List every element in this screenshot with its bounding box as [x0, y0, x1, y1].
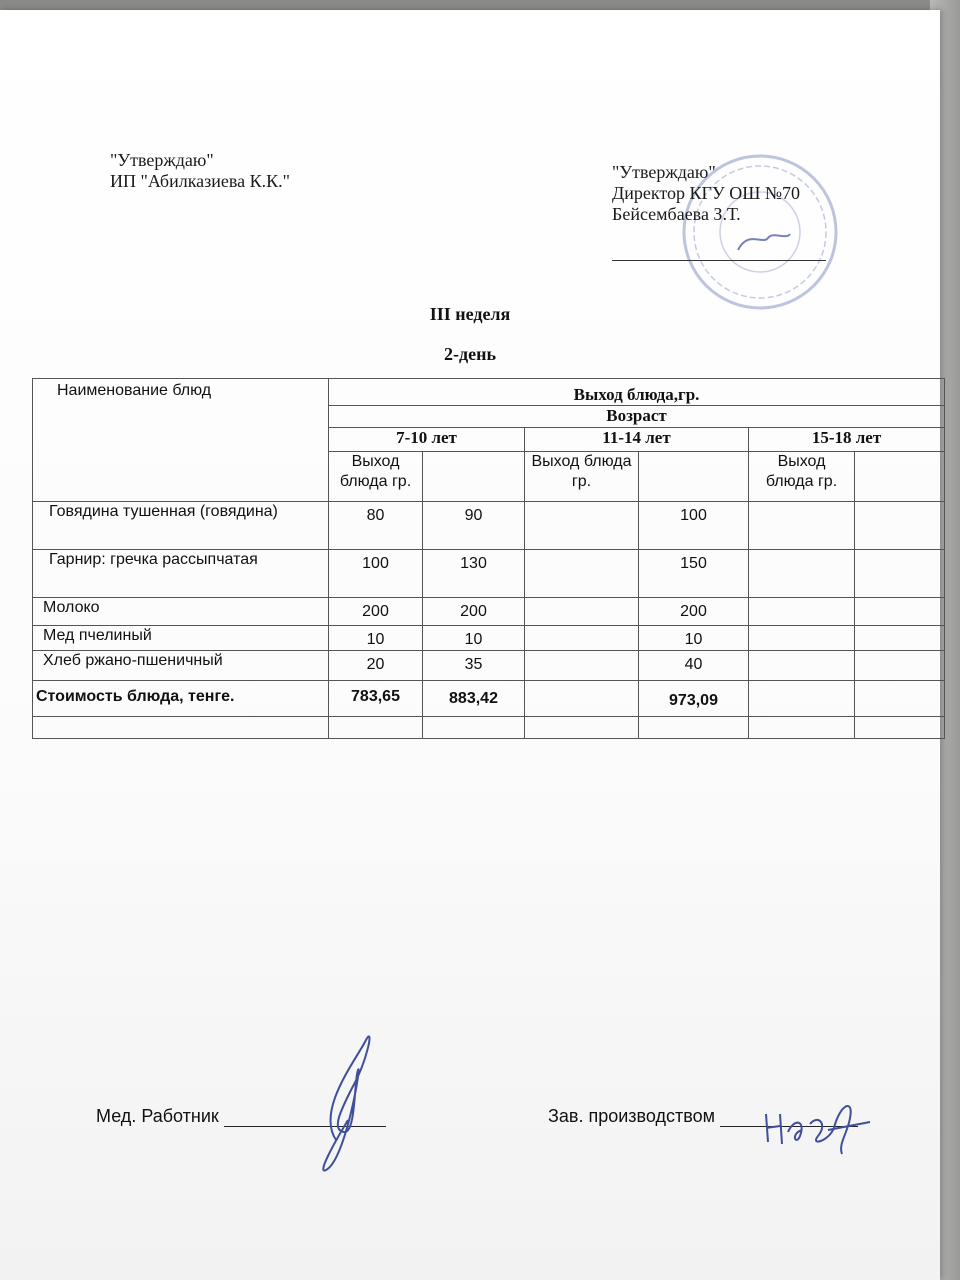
table-row	[33, 502, 945, 550]
dish-value: 200	[329, 598, 423, 626]
empty-cell	[855, 598, 945, 626]
empty-cell	[525, 626, 639, 651]
empty-cell	[855, 626, 945, 651]
dish-value: 10	[639, 626, 749, 651]
approval-right-position: Директор КГУ ОШ №70	[612, 183, 801, 203]
dish-value: 10	[329, 626, 423, 651]
empty-cell	[525, 550, 639, 598]
day-title: 2-день	[444, 344, 496, 364]
yield-header: Выход блюда,гр.	[329, 379, 945, 406]
cost-label: Стоимость блюда, тенге.	[33, 681, 329, 717]
cost-value: 883,42	[423, 681, 525, 717]
dish-name: Молоко	[33, 598, 329, 626]
empty-cell	[525, 598, 639, 626]
empty-cell	[749, 681, 855, 717]
table-row	[33, 598, 945, 626]
cost-row	[33, 681, 945, 717]
paper-sheet	[0, 10, 940, 1280]
approval-right-person: Бейсембаева З.Т.	[612, 204, 741, 224]
table-row	[33, 626, 945, 651]
approval-right-title: "Утверждаю"	[612, 162, 716, 182]
empty-cell	[855, 502, 945, 550]
week-title: III неделя	[429, 304, 511, 324]
col-name-header: Наименование блюд	[33, 379, 329, 502]
table-row	[33, 651, 945, 681]
age-group-11-14: 11-14 лет	[525, 428, 749, 452]
empty-cell	[525, 502, 639, 550]
empty-cell	[855, 550, 945, 598]
empty-cell	[525, 681, 639, 717]
sub-header-empty	[639, 452, 749, 502]
dish-value: 20	[329, 651, 423, 681]
age-header: Возраст	[329, 406, 945, 428]
production-signature-icon	[758, 1084, 878, 1164]
menu-table	[32, 378, 945, 739]
approval-right	[612, 162, 800, 225]
empty-row	[33, 717, 945, 739]
approval-left	[110, 150, 290, 192]
empty-cell	[855, 681, 945, 717]
dish-value: 90	[423, 502, 525, 550]
age-group-15-18: 15-18 лет	[749, 428, 945, 452]
empty-cell	[749, 598, 855, 626]
dish-value: 35	[423, 651, 525, 681]
dish-value: 100	[329, 550, 423, 598]
dish-name: Говядина тушенная (говядина)	[33, 502, 329, 550]
dish-value: 80	[329, 502, 423, 550]
dish-value: 40	[639, 651, 749, 681]
age-group-7-10: 7-10 лет	[329, 428, 525, 452]
empty-cell	[749, 626, 855, 651]
dish-value: 10	[423, 626, 525, 651]
sub-header-empty	[855, 452, 945, 502]
approval-left-title: "Утверждаю"	[110, 150, 214, 170]
empty-cell	[749, 651, 855, 681]
cost-value: 783,65	[329, 681, 423, 717]
empty-cell	[855, 651, 945, 681]
dish-value: 130	[423, 550, 525, 598]
sub-header-yield: Выход блюда гр.	[329, 452, 423, 502]
dish-value: 150	[639, 550, 749, 598]
dish-name: Хлеб ржано-пшеничный	[33, 651, 329, 681]
table-row	[33, 550, 945, 598]
table-header-row	[33, 379, 945, 406]
approval-left-org: ИП "Абилказиева К.К."	[110, 171, 291, 191]
empty-cell	[525, 651, 639, 681]
cost-value: 973,09	[639, 681, 749, 717]
dish-name: Мед пчелиный	[33, 626, 329, 651]
empty-cell	[749, 502, 855, 550]
empty-cell	[749, 550, 855, 598]
dish-value: 200	[423, 598, 525, 626]
approval-signature-line	[612, 260, 826, 261]
dish-name: Гарнир: гречка рассыпчатая	[33, 550, 329, 598]
sub-header-yield: Выход блюда гр.	[749, 452, 855, 502]
medical-signature-icon	[296, 1020, 396, 1180]
footer-production-label: Зав. производством	[548, 1106, 715, 1126]
sub-header-empty	[423, 452, 525, 502]
footer-medical-label: Мед. Работник	[96, 1106, 219, 1126]
dish-value: 100	[639, 502, 749, 550]
dish-value: 200	[639, 598, 749, 626]
sub-header-yield: Выход блюда гр.	[525, 452, 639, 502]
